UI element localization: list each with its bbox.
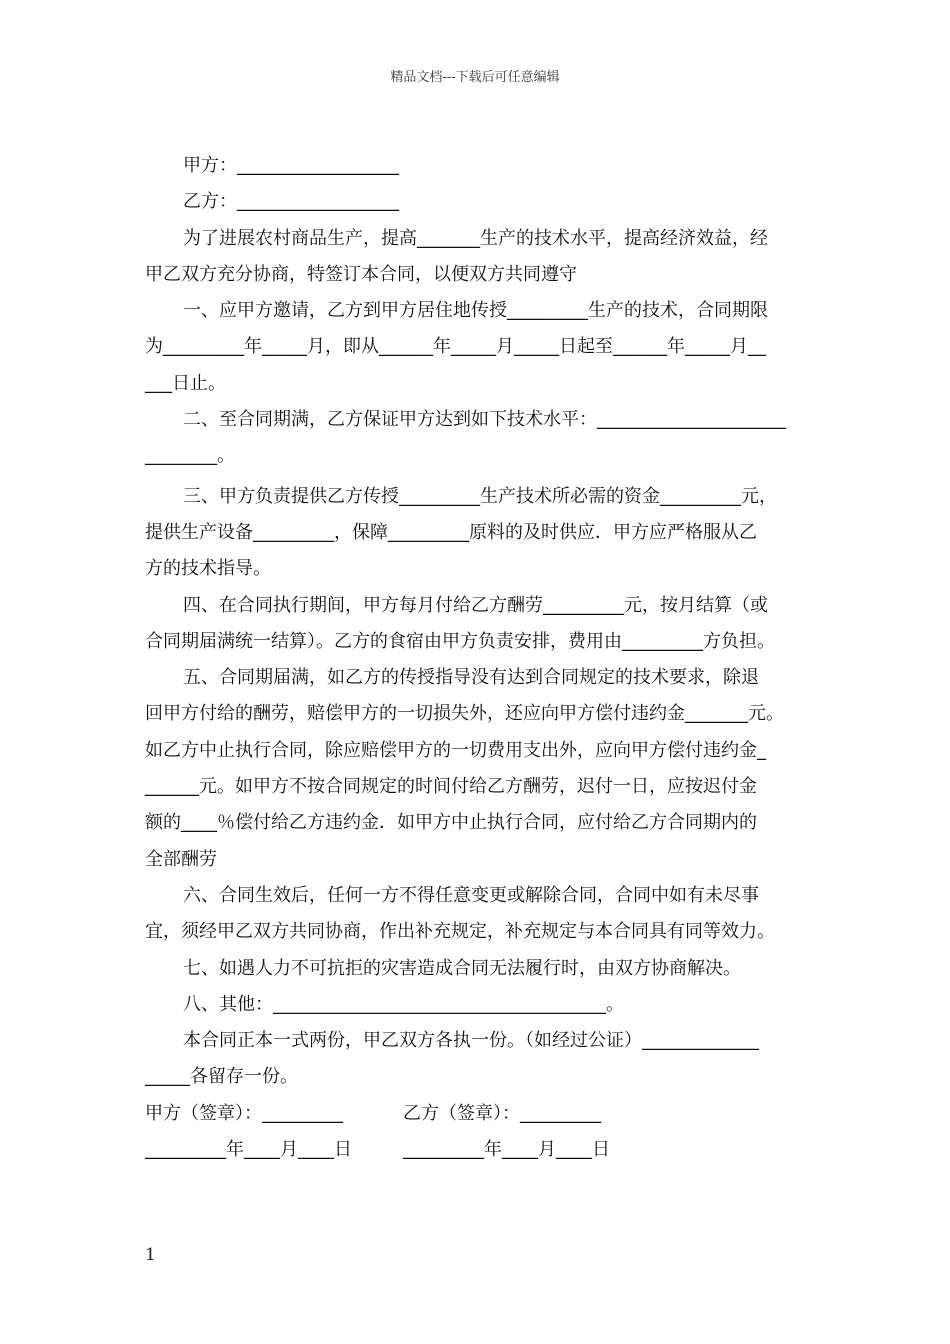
clause-2-line-2: ________。	[145, 445, 235, 467]
clause-3-line-3: 方的技术指导。	[145, 558, 271, 580]
preamble-line-2: 甲乙双方充分协商，特签订本合同，以便双方共同遵守	[145, 263, 577, 285]
copies-line-2: _____各留存一份。	[145, 1066, 298, 1088]
clause-3-line-1: 三、甲方负责提供乙方传授_________生产技术所必需的资金_________元，	[183, 485, 777, 507]
page-header: 精品文档---下载后可任意编辑	[390, 70, 560, 85]
clause-1-line-2: 为_________年_____月，即从______年_____月_____日起至______年_____月__	[145, 336, 766, 358]
clause-5-line-2: 回甲方付给的酬劳，赔偿甲方的一切损失外，还应向甲方偿付违约金_______元。	[145, 703, 784, 725]
contract-body	[145, 148, 810, 1168]
copies-line-1: 本合同正本一式两份，甲乙双方各执一份。（如经过公证）_____________	[183, 1030, 759, 1052]
party-b-date: _________年____月____日	[403, 1139, 610, 1161]
date-row	[145, 1132, 810, 1168]
party-a-signature: 甲方（签章）：_________	[145, 1102, 343, 1124]
party-a-line: 甲方：__________________	[183, 155, 399, 176]
clause-3-line-2: 提供生产设备_________，保障_________原料的及时供应．甲方应严格服从乙	[145, 521, 757, 543]
clause-2-line-1: 二、至合同期满，乙方保证甲方达到如下技术水平：_____________________	[183, 409, 786, 431]
clause-4-line-1: 四、在合同执行期间，甲方每月付给乙方酬劳_________元，按月结算（或	[183, 594, 768, 616]
clause-7-line: 七、如遇人力不可抗拒的灾害造成合同无法履行时，由双方协商解决。	[183, 957, 741, 979]
clause-6-line-1: 六、合同生效后，任何一方不得任意变更或解除合同，合同中如有未尽事	[183, 884, 759, 906]
clause-5-line-5: 额的____％偿付给乙方违约金．如甲方中止执行合同，应付给乙方合同期内的	[145, 812, 757, 834]
clause-5-line-3: 如乙方中止执行合同，除应赔偿甲方的一切费用支出外，应向甲方偿付违约金_	[145, 739, 766, 761]
party-b-line: 乙方：__________________	[183, 191, 399, 213]
party-a-date: _________年____月____日	[145, 1139, 352, 1161]
clause-5-line-6: 全部酬劳	[145, 848, 217, 870]
clause-5-line-4: ______元。如甲方不按合同规定的时间付给乙方酬劳，迟付一日，应按迟付金	[145, 776, 757, 798]
party-b-signature: 乙方（签章）：_________	[403, 1102, 601, 1124]
signature-row	[145, 1096, 810, 1132]
clause-5-line-1: 五、合同期届满，如乙方的传授指导没有达到合同规定的技术要求，除退	[183, 667, 759, 689]
preamble-line-1: 为了进展农村商品生产，提高_______生产的技术水平，提高经济效益，经	[183, 227, 768, 249]
clause-4-line-2: 合同期届满统一结算）。乙方的食宿由甲方负责安排，费用由_________方负担。	[145, 630, 775, 652]
clause-1-line-3: ___日止。	[145, 372, 226, 394]
clause-8-line: 八、其他：_____________________________________。	[183, 993, 624, 1015]
clause-1-line-1: 一、应甲方邀请，乙方到甲方居住地传授_________生产的技术，合同期限	[183, 300, 768, 322]
page-number: 1	[145, 1245, 156, 1265]
clause-6-line-2: 宜，须经甲乙双方共同协商，作出补充规定，补充规定与本合同具有同等效力。	[145, 921, 775, 943]
